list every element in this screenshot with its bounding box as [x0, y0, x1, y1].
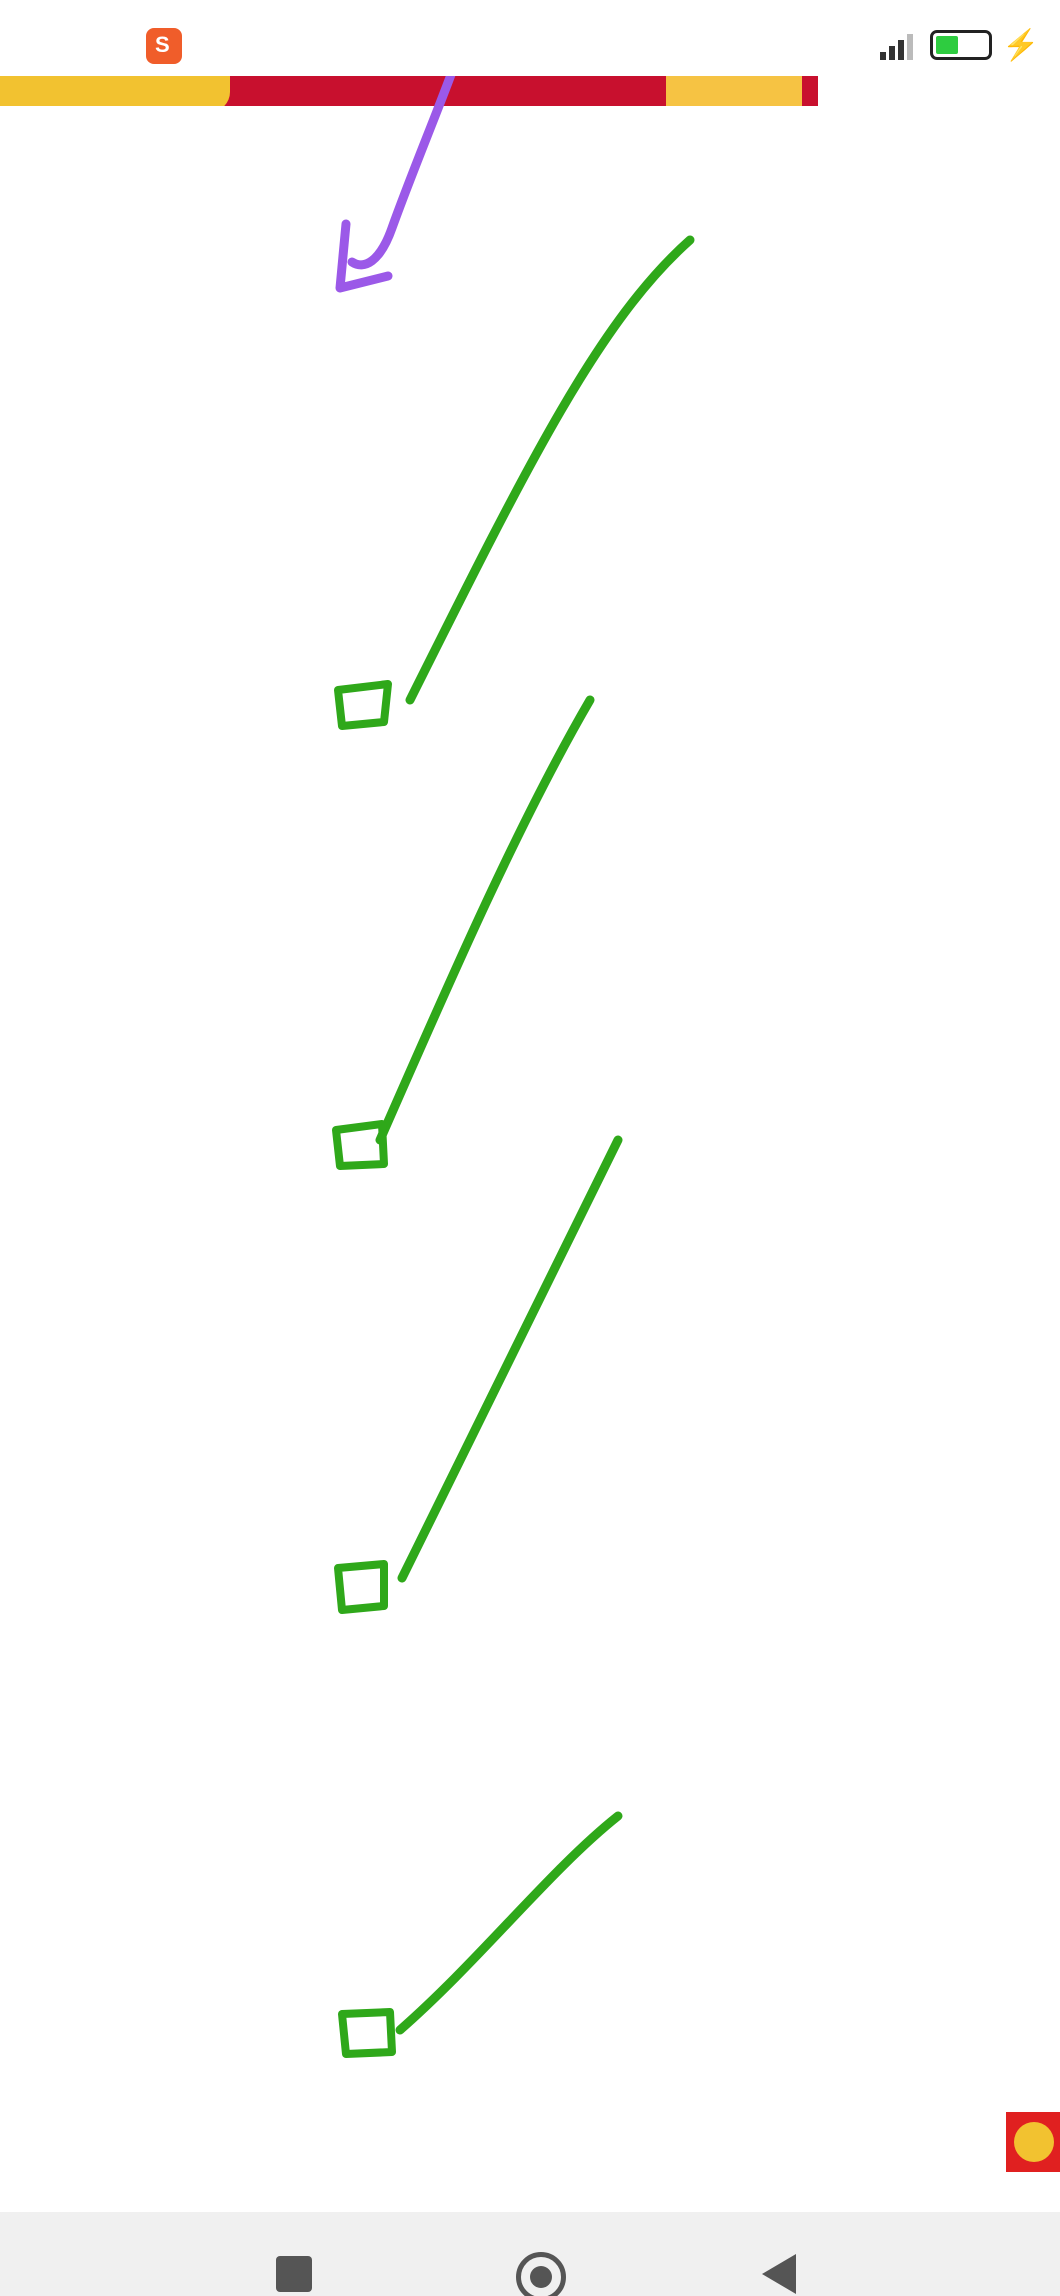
shopee-icon: S	[146, 28, 182, 64]
green-box-3	[338, 1564, 384, 1610]
charging-icon: ⚡	[1002, 29, 1040, 62]
purple-arrowhead	[340, 224, 388, 288]
green-stroke-4	[400, 1816, 618, 2030]
green-box-4	[342, 2012, 392, 2054]
side-ad[interactable]	[1006, 2086, 1060, 2216]
green-box-1	[338, 684, 388, 726]
recent-apps-button[interactable]	[276, 2256, 312, 2292]
signal-icon	[880, 28, 920, 60]
ad-logo	[0, 76, 230, 106]
back-button[interactable]	[762, 2254, 796, 2294]
ad-offer-box	[666, 76, 802, 106]
navigation-bar	[0, 2212, 1060, 2296]
status-bar	[0, 0, 1060, 76]
green-stroke-3	[402, 1140, 618, 1578]
ad-banner[interactable]	[0, 76, 818, 106]
green-box-2	[336, 1124, 384, 1166]
side-ad-image	[1006, 2112, 1060, 2172]
home-button[interactable]	[516, 2252, 566, 2296]
battery-icon	[930, 30, 992, 60]
green-stroke-1	[410, 240, 690, 700]
green-stroke-2	[380, 700, 590, 1140]
